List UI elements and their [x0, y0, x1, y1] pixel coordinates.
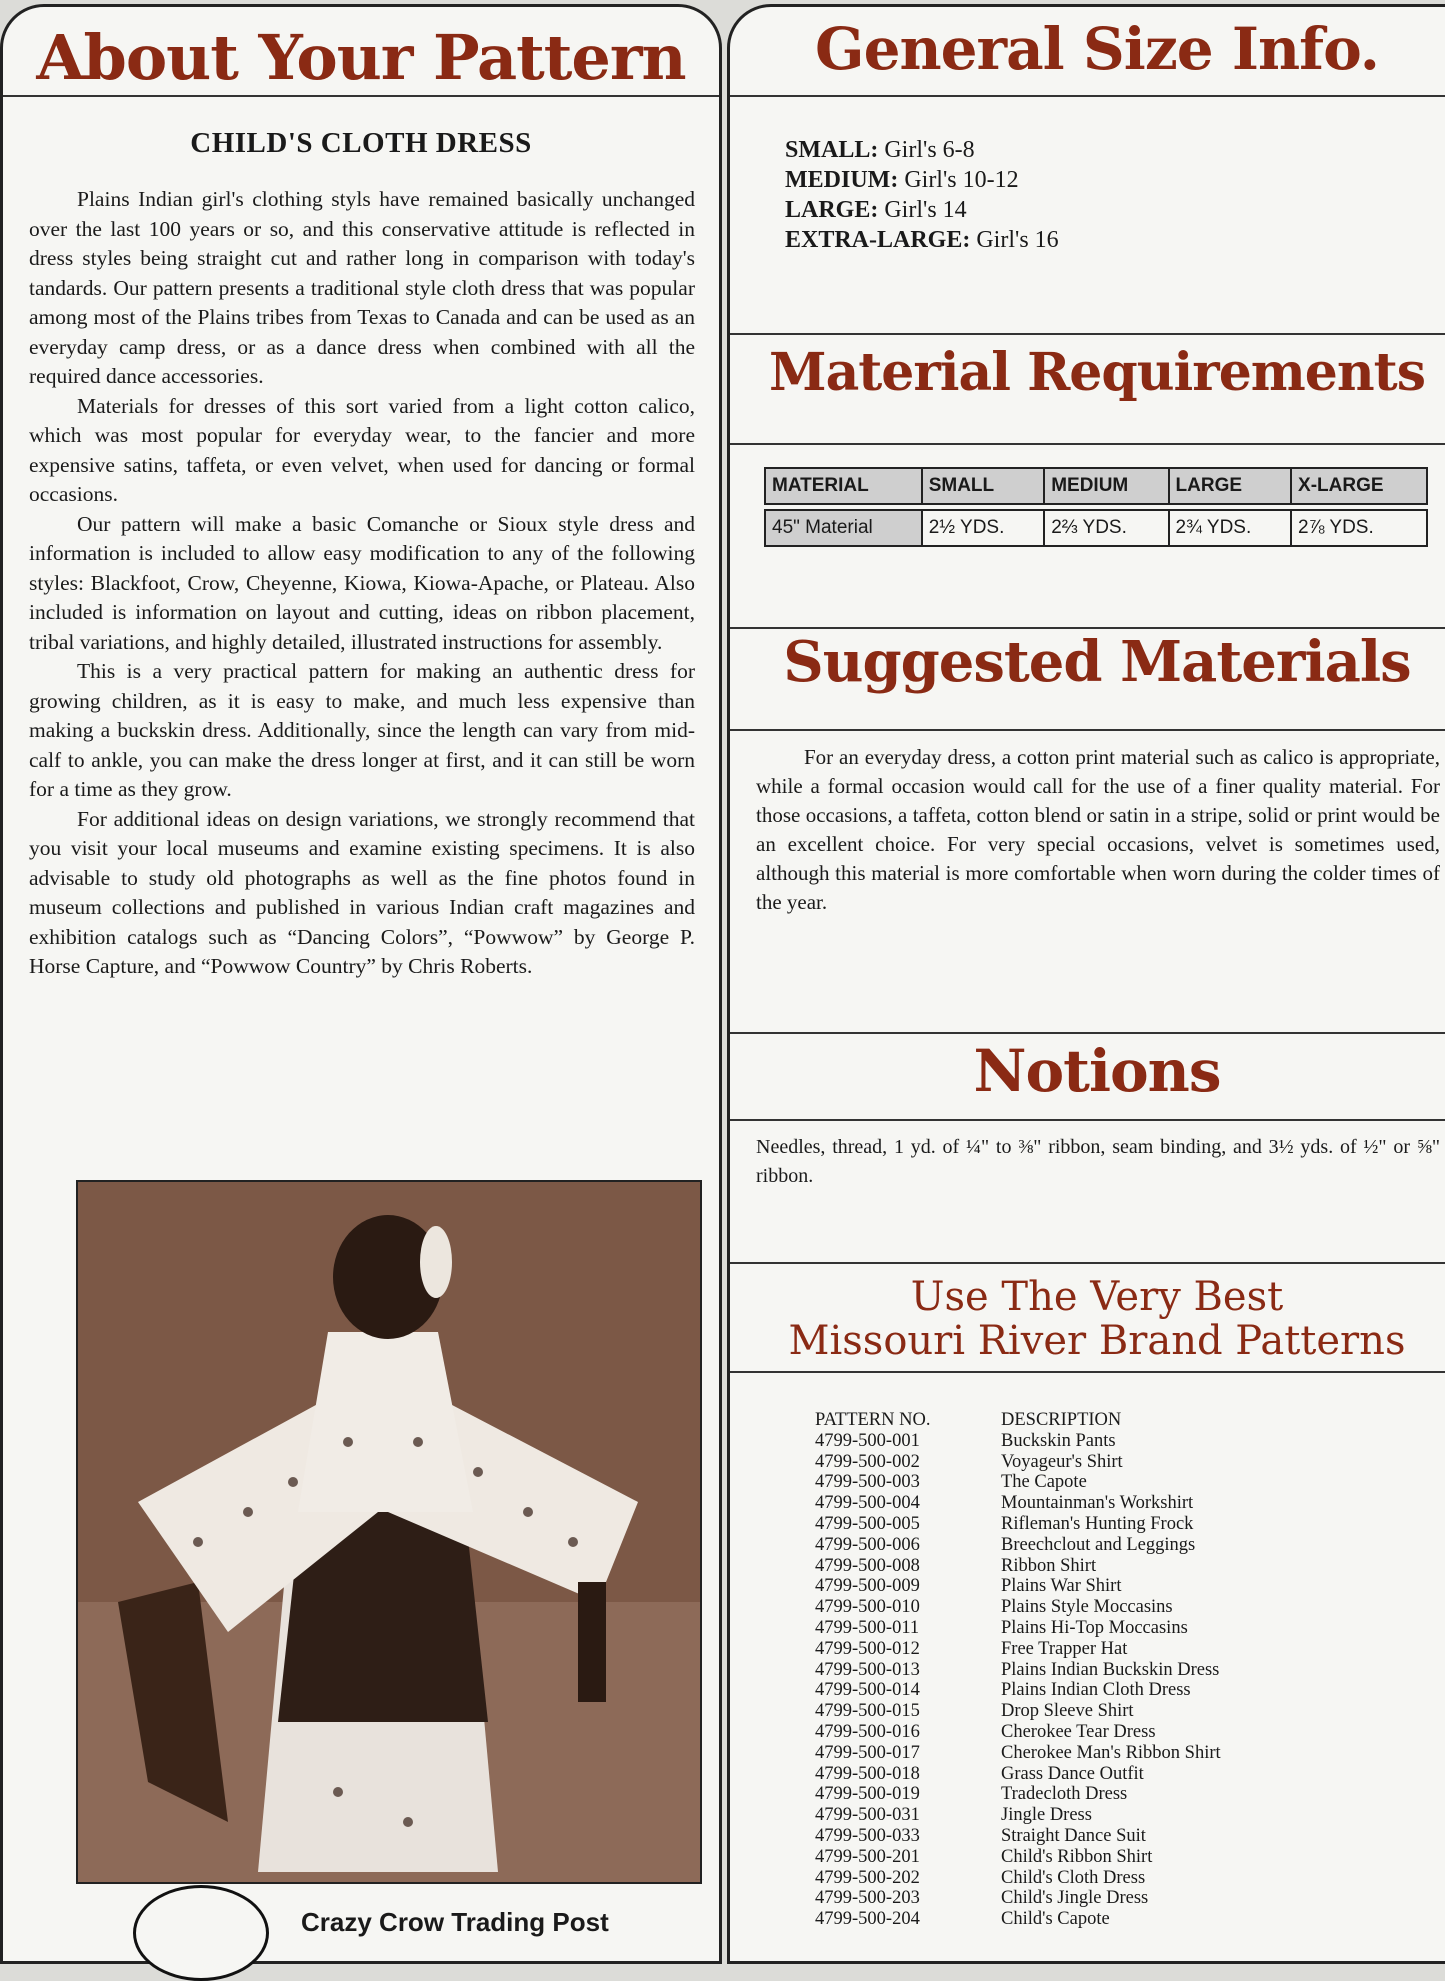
- pattern-number: 4799-500-002: [815, 1451, 920, 1472]
- pattern-description: Voyageur's Shirt: [1001, 1451, 1123, 1472]
- divider: [730, 333, 1445, 335]
- list-item: [815, 1576, 1221, 1597]
- table-row: [765, 510, 1427, 546]
- pattern-number: 4799-500-001: [815, 1430, 920, 1451]
- list-item: [815, 1472, 1221, 1493]
- list-item: [815, 1805, 1221, 1826]
- pattern-description: Tradecloth Dress: [1001, 1784, 1128, 1805]
- pattern-number: 4799-500-014: [815, 1680, 920, 1701]
- pattern-number: 4799-500-006: [815, 1534, 920, 1555]
- pattern-description: Cherokee Tear Dress: [1001, 1721, 1156, 1742]
- divider: [730, 95, 1445, 97]
- divider: [730, 1032, 1445, 1034]
- size-row: SMALL: Girl's 6-8: [785, 137, 975, 163]
- table-cell: 2⅞ YDS.: [1291, 510, 1427, 546]
- list-item: [815, 1535, 1221, 1556]
- pattern-number: 4799-500-018: [815, 1763, 920, 1784]
- about-pattern-body: [29, 185, 695, 982]
- list-item: [815, 1722, 1221, 1743]
- pattern-number: 4799-500-033: [815, 1825, 920, 1846]
- column-header: DESCRIPTION: [1001, 1410, 1122, 1430]
- pattern-list: [815, 1410, 1221, 1930]
- pattern-number: 4799-500-016: [815, 1721, 920, 1742]
- pattern-description: Mountainman's Workshirt: [1001, 1493, 1194, 1514]
- pattern-number: 4799-500-031: [815, 1805, 920, 1826]
- pattern-description: Free Trapper Hat: [1001, 1638, 1128, 1659]
- column-header: MATERIAL: [765, 468, 922, 504]
- pattern-description: Jingle Dress: [1001, 1805, 1092, 1826]
- column-header: SMALL: [922, 468, 1045, 504]
- divider: [730, 443, 1445, 445]
- pattern-number: 4799-500-015: [815, 1701, 920, 1722]
- brand-line-2: Missouri River Brand Patterns: [788, 1318, 1406, 1364]
- pattern-number: 4799-500-005: [815, 1513, 920, 1534]
- notions-text: Needles, thread, 1 yd. of ¼" to ⅜" ribbon, seam binding, and 3½ yds. of ½" or ⅝" ribbon.: [756, 1136, 1440, 1187]
- paragraph: This is a very practical pattern for making an authentic dress for growing children, as it is easy to make, and much less expensive than making a buckskin dress. Additionally, since the length can vary from mid-calf to ankle, you can make the dress longer at first, and it can still be worn for a time as they grow.: [29, 659, 695, 801]
- pattern-description: Child's Ribbon Shirt: [1001, 1846, 1153, 1867]
- pattern-description: Ribbon Shirt: [1001, 1555, 1097, 1576]
- pattern-description: Child's Capote: [1001, 1909, 1110, 1930]
- pattern-description: Plains Indian Buckskin Dress: [1001, 1659, 1220, 1680]
- list-item: [815, 1701, 1221, 1722]
- paragraph: Materials for dresses of this sort varied from a light cotton calico, which was most popular for everyday wear, to the fancier and more expensive satins, taffeta, or even velvet, when used for dancing or formal occasions.: [29, 393, 695, 506]
- divider: [730, 729, 1445, 731]
- divider: [730, 1119, 1445, 1121]
- footer-brand: Crazy Crow Trading Post: [301, 1907, 609, 1937]
- pattern-description: Child's Cloth Dress: [1001, 1867, 1146, 1888]
- crazy-crow-logo: [133, 1885, 269, 1981]
- paragraph: Plains Indian girl's clothing styls have remained basically unchanged over the last 100 years or so, and this conservative attitude is reflected in dress styles being straight cut and rather long in comparison with today's tandards. Our pattern presents a traditional style cloth dress that was popular among most of the Plains tribes from Texas to Canada and can be used as an everyday camp dress, or as a dance dress when combined with all the required dance accessories.: [29, 187, 695, 388]
- pattern-number: 4799-500-201: [815, 1846, 920, 1867]
- list-item: [815, 1514, 1221, 1535]
- pattern-description: Plains Style Moccasins: [1001, 1597, 1173, 1618]
- divider: [730, 1262, 1445, 1264]
- list-item: [815, 1868, 1221, 1889]
- column-header: PATTERN NO.: [815, 1410, 931, 1430]
- list-item: [815, 1597, 1221, 1618]
- divider: [3, 95, 719, 97]
- pattern-description: Plains Hi-Top Moccasins: [1001, 1617, 1188, 1638]
- size-row: EXTRA-LARGE: Girl's 16: [785, 227, 1059, 253]
- size-row: LARGE: Girl's 14: [785, 197, 967, 223]
- pattern-description: Plains Indian Cloth Dress: [1001, 1680, 1191, 1701]
- divider: [730, 1371, 1445, 1373]
- list-item: [815, 1452, 1221, 1473]
- pattern-description: Rifleman's Hunting Frock: [1001, 1513, 1194, 1534]
- list-item: [815, 1743, 1221, 1764]
- pattern-description: Straight Dance Suit: [1001, 1825, 1146, 1846]
- size-list: [785, 135, 1059, 255]
- paragraph: For additional ideas on design variations, we strongly recommend that you visit your local museums and examine existing specimens. It is also advisable to study old photographs as well as the fine photos found in museum collections and published in various Indian craft magazines and exhibition catalogs such as “Dancing Colors”, “Powwow” by George P. Horse Capture, and “Powwow Country” by Chris Roberts.: [29, 806, 695, 978]
- notions-heading: Notions: [973, 1037, 1221, 1105]
- suggested-materials-heading: Suggested Materials: [783, 629, 1411, 695]
- pattern-number: 4799-500-011: [815, 1617, 920, 1638]
- pattern-number: 4799-500-013: [815, 1659, 920, 1680]
- pattern-number: 4799-500-204: [815, 1909, 920, 1930]
- pattern-number: 4799-500-008: [815, 1555, 920, 1576]
- pattern-number: 4799-500-203: [815, 1888, 920, 1909]
- info-panel: [727, 4, 1445, 1964]
- table-cell: 2⅔ YDS.: [1044, 510, 1168, 546]
- child-dress-photo: [76, 1180, 702, 1884]
- pattern-description: Buckskin Pants: [1001, 1430, 1116, 1451]
- list-item: [815, 1826, 1221, 1847]
- paragraph: Our pattern will make a basic Comanche or Sioux style dress and information is included to allow easy modification to any of the following styles: Blackfoot, Crow, Cheyenne, Kiowa, Kiowa-Apache, or Plateau. Also included is information on layout and cutting, ideas on ribbon placement, tribal variations, and highly detailed, illustrated instructions for assembly.: [29, 511, 695, 654]
- size-info-heading: General Size Info.: [815, 15, 1379, 83]
- about-pattern-panel: [0, 4, 722, 1964]
- pattern-number: 4799-500-019: [815, 1784, 920, 1805]
- size-row: MEDIUM: Girl's 10-12: [785, 167, 1019, 193]
- column-header: MEDIUM: [1044, 468, 1168, 504]
- list-item: [815, 1639, 1221, 1660]
- photo-illustration: [78, 1182, 700, 1882]
- pattern-number: 4799-500-009: [815, 1576, 920, 1597]
- suggested-materials-text: For an everyday dress, a cotton print material such as calico is appropriate, while a formal occasion would call for the use of a finer quality material. For those occasions, a taffeta, cotton blend or satin in a stripe, solid or print would be an excellent choice. For very special occasions, velvet is sometimes used, although this material is more comfortable when worn during the colder times of the year.: [756, 745, 1440, 914]
- list-item: [815, 1618, 1221, 1639]
- pattern-number: 4799-500-010: [815, 1597, 920, 1618]
- list-item: [815, 1680, 1221, 1701]
- pattern-description: Breechclout and Leggings: [1001, 1534, 1196, 1555]
- pattern-description: The Capote: [1001, 1472, 1087, 1493]
- list-item: [815, 1764, 1221, 1785]
- pattern-subheading: CHILD'S CLOTH DRESS: [190, 127, 532, 159]
- column-header: X-LARGE: [1291, 468, 1427, 504]
- list-item: [815, 1888, 1221, 1909]
- list-item: [815, 1556, 1221, 1577]
- table-cell: 2½ YDS.: [922, 510, 1045, 546]
- column-header: LARGE: [1169, 468, 1292, 504]
- table-cell: 45" Material: [765, 510, 922, 546]
- list-item: [815, 1784, 1221, 1805]
- list-item: [815, 1431, 1221, 1452]
- table-header-row: [765, 468, 1427, 504]
- pattern-number: 4799-500-012: [815, 1638, 920, 1659]
- pattern-number: 4799-500-003: [815, 1472, 920, 1493]
- pattern-list-header: [815, 1410, 1221, 1431]
- list-item: [815, 1660, 1221, 1681]
- pattern-description: Grass Dance Outfit: [1001, 1763, 1144, 1784]
- list-item: [815, 1493, 1221, 1514]
- material-requirements-heading: Material Requirements: [769, 342, 1425, 403]
- about-pattern-heading: About Your Pattern: [36, 21, 686, 94]
- list-item: [815, 1847, 1221, 1868]
- pattern-description: Drop Sleeve Shirt: [1001, 1701, 1134, 1722]
- brand-line-1: Use The Very Best: [910, 1274, 1284, 1320]
- pattern-number: 4799-500-202: [815, 1867, 920, 1888]
- pattern-description: Child's Jingle Dress: [1001, 1888, 1149, 1909]
- pattern-number: 4799-500-004: [815, 1493, 920, 1514]
- pattern-description: Plains War Shirt: [1001, 1576, 1122, 1597]
- material-table: [764, 467, 1428, 547]
- pattern-description: Cherokee Man's Ribbon Shirt: [1001, 1742, 1221, 1763]
- table-cell: 2¾ YDS.: [1169, 510, 1292, 546]
- pattern-number: 4799-500-017: [815, 1742, 920, 1763]
